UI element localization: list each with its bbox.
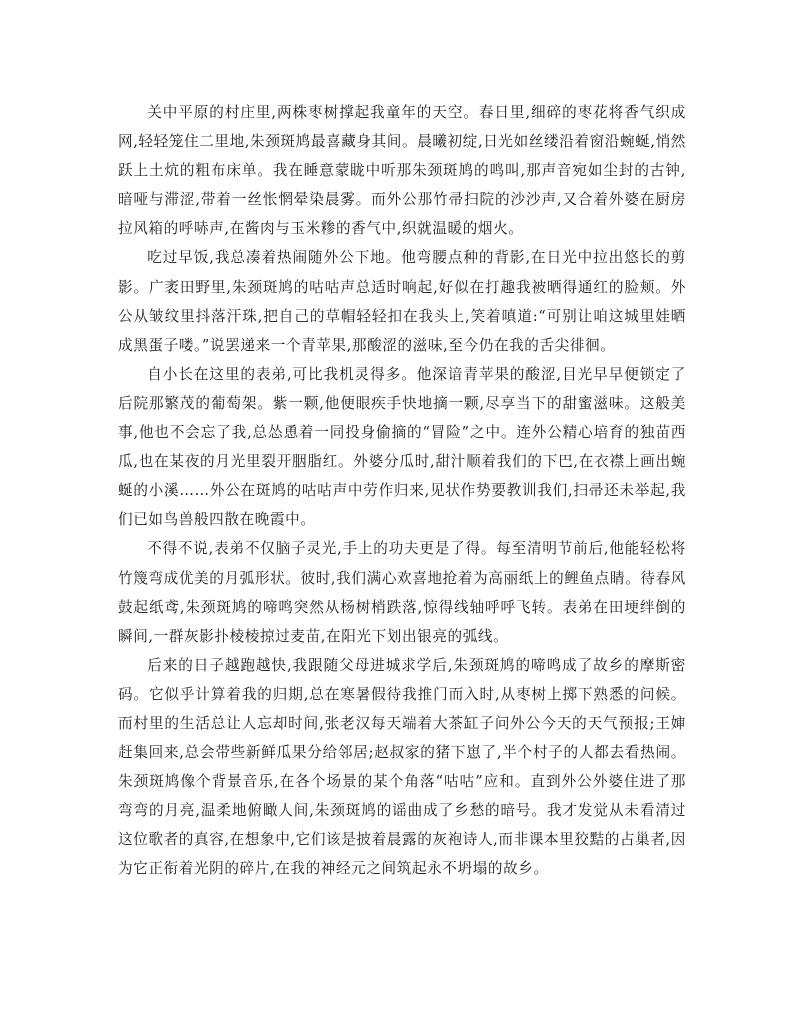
paragraph-4: 不得不说,表弟不仅脑子灵光,手上的功夫更是了得。每至清明节前后,他能轻松将竹篾弯成优美的月弧形状。彼时,我们满心欢喜地抢着为高丽纸上的鲤鱼点睛。待春风鼓起纸鸢,朱颈斑鸠的啼鸣突然从杨树梢跌落,惊得线轴呼呼飞转。表弟在田埂绊倒的瞬间,一群灰影扑棱棱掠过麦苗,在阳光下划出银亮的弧线。: [118, 540, 686, 645]
paragraph-2: 吃过早饭,我总凑着热闹随外公下地。他弯腰点种的背影,在日光中拉出悠长的剪影。广袤田野里,朱颈斑鸠的咕咕声总适时响起,好似在打趣我被晒得通红的脸颊。外公从皱纹里抖落汗珠,把自己的草帽轻轻扣在我头上,笑着嗔道:“可别让咱这城里娃晒成黑蛋子喽。”说罢递来一个青苹果,那酸涩的滋味,至今仍在我的舌尖徘徊。: [118, 249, 686, 354]
paragraph-3: 自小长在这里的表弟,可比我机灵得多。他深谙青苹果的酸涩,目光早早便锁定了后院那繁茂的葡萄架。紫一颗,他便眼疾手快地摘一颗,尽享当下的甜蜜滋味。这般美事,他也不会忘了我,总怂恿着一同投身偷摘的“冒险”之中。连外公精心培育的独苗西瓜,也在某夜的月光里裂开胭脂红。外婆分瓜时,甜汁顺着我们的下巴,在衣襟上画出蜿蜒的小溪……外公在斑鸠的咕咕声中劳作归来,见状作势要教训我们,扫帚还未举起,我们已如鸟兽般四散在晚霞中。: [118, 365, 686, 529]
essay-body: [118, 98, 686, 884]
paragraph-1: 关中平原的村庄里,两株枣树撑起我童年的天空。春日里,细碎的枣花将香气织成网,轻轻笼住二里地,朱颈斑鸠最喜藏身其间。晨曦初绽,日光如丝缕沿着窗沿蜿蜒,悄然跃上土炕的粗布床单。我在睡意蒙眬中听那朱颈斑鸠的鸣叫,那声音宛如尘封的古钟,暗哑与滞涩,带着一丝怅惘晕染晨雾。而外公那竹帚扫院的沙沙声,又合着外婆在厨房拉风箱的呼哧声,在酱肉与玉米糁的香气中,织就温暖的烟火。: [118, 104, 686, 238]
paragraph-5: 后来的日子越跑越快,我跟随父母进城求学后,朱颈斑鸠的啼鸣成了故乡的摩斯密码。它似乎计算着我的归期,总在寒暑假待我推门而入时,从枣树上掷下熟悉的问候。而村里的生活总让人忘却时间,张老汉每天端着大茶缸子问外公今天的天气预报;王婶赶集回来,总会带些新鲜瓜果分给邻居;赵叔家的猪下崽了,半个村子的人都去看热闹。朱颈斑鸠像个背景音乐,在各个场景的某个角落“咕咕”应和。直到外公外婆住进了那弯弯的月亮,温柔地俯瞰人间,朱颈斑鸠的谣曲成了乡愁的暗号。我才发觉从未看清过这位歌者的真容,在想象中,它们该是披着晨露的灰袍诗人,而非课本里狡黠的占巢者,因为它正衔着光阴的碎片,在我的神经元之间筑起永不坍塌的故乡。: [118, 656, 686, 878]
